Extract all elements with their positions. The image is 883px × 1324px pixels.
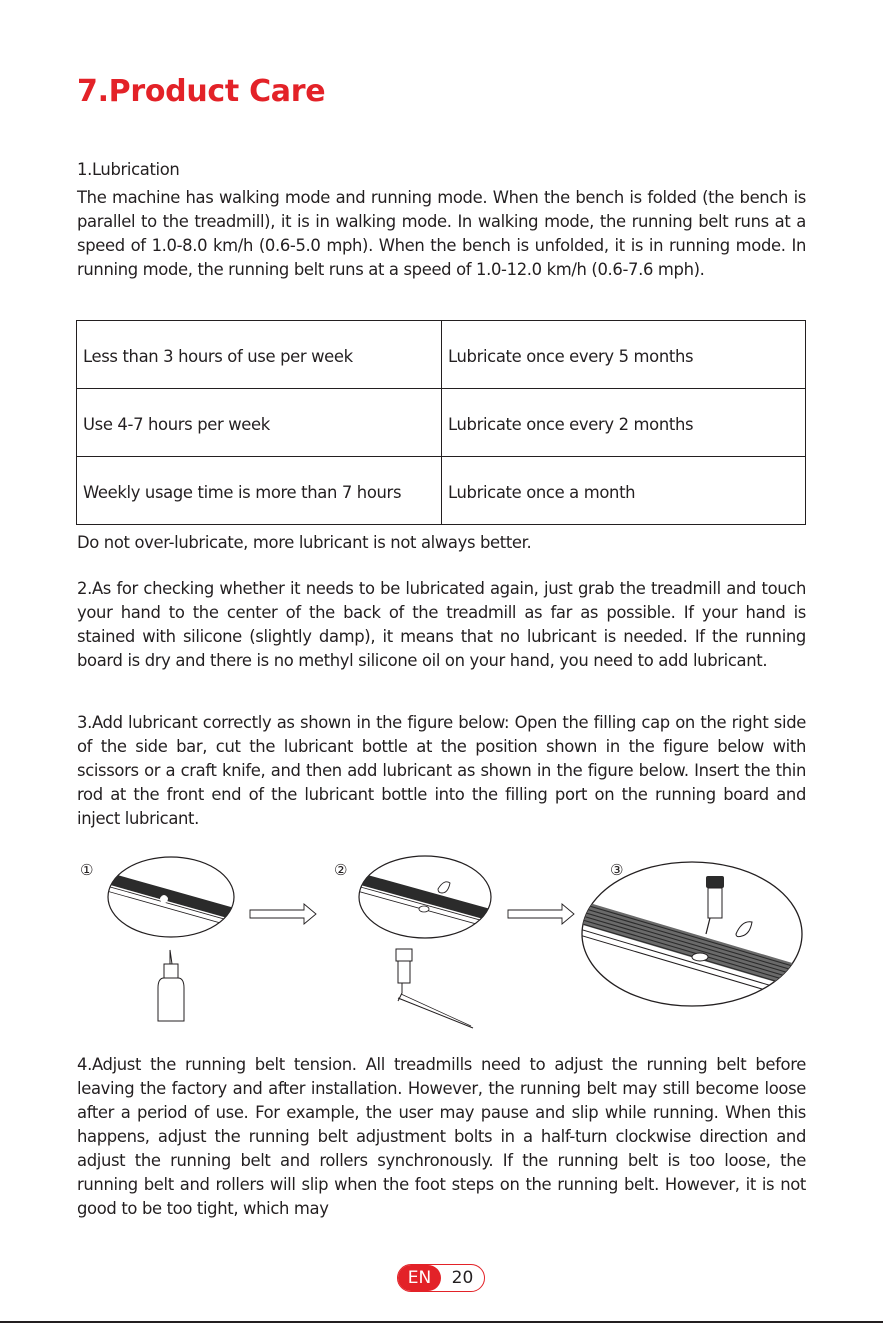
table-row [77,457,806,525]
step-add-lubricant: 3.Add lubricant correctly as shown in the figure below: Open the filling cap on the right side of the side bar, cut the lubricant bottle at the position shown in the figure below with scissors or a craft knife, and then add lubricant as shown in the figure below. Insert the thin rod at the front end of the lubricant bottle into the filling port on the running board and inject lubricant. [77,713,806,828]
table-row [77,321,806,389]
usage-cell: Less than 3 hours of use per week [77,321,442,389]
interval-cell: Lubricate once every 5 months [442,321,806,389]
page-title: 7.Product Care [77,74,326,109]
usage-cell: Use 4-7 hours per week [77,389,442,457]
lubrication-heading: 1.Lubrication [77,160,180,179]
step-marker-3: ③ [610,861,624,879]
arrow-right-icon [250,904,316,924]
usage-cell: Weekly usage time is more than 7 hours [77,457,442,525]
step-marker-2: ② [334,861,348,879]
lubrication-schedule-table [76,320,806,525]
side-bar-closed-cap [96,857,256,937]
table-row [77,389,806,457]
language-label: EN [398,1265,441,1291]
interval-cell: Lubricate once a month [442,457,806,525]
lubricant-bottle-icon [158,950,184,1021]
over-lubricate-warning: Do not over-lubricate, more lubricant is not always better. [77,533,532,552]
inject-lubricant-closeup [576,862,806,1006]
cut-bottle-icon [396,949,473,1028]
step-check-lubrication: 2.As for checking whether it needs to be lubricated again, just grab the treadmill and touch your hand to the center of the back of the treadmill as far as possible. If your hand is stained with silicone (slightly damp), it means that no lubricant is needed. If the running board is dry and there is no methyl silicone oil on your hand, you need to add lubricant. [77,579,806,670]
lubrication-intro: The machine has walking mode and running mode. When the bench is folded (the bench is parallel to the treadmill), it is in walking mode. In walking mode, the running belt runs at a speed of 1.0-8.0 km/h (0.6-5.0 mph). When the bench is unfolded, it is in running mode. In running mode, the running belt runs at a speed of 1.0-12.0 km/h (0.6-7.6 mph). [77,188,806,279]
side-bar-open-port [346,856,516,938]
interval-cell: Lubricate once every 2 months [442,389,806,457]
page-footer-badge [397,1264,485,1292]
step-marker-1: ① [80,861,94,879]
lubrication-illustration [76,854,806,1034]
bottom-divider [0,1321,883,1323]
step-adjust-belt-tension: 4.Adjust the running belt tension. All treadmills need to adjust the running belt before leaving the factory and after installation. However, the running belt may still become loose after a period of use. For example, the user may pause and slip while running. When this happens, adjust the running belt adjustment bolts in a half-turn clockwise direction and adjust the running belt and rollers synchronously. If the running belt is too loose, the running belt and rollers will slip when the foot steps on the running belt. However, it is not good to be too tight, which may [77,1055,806,1218]
page-number: 20 [451,1268,474,1288]
arrow-right-icon [508,904,574,924]
